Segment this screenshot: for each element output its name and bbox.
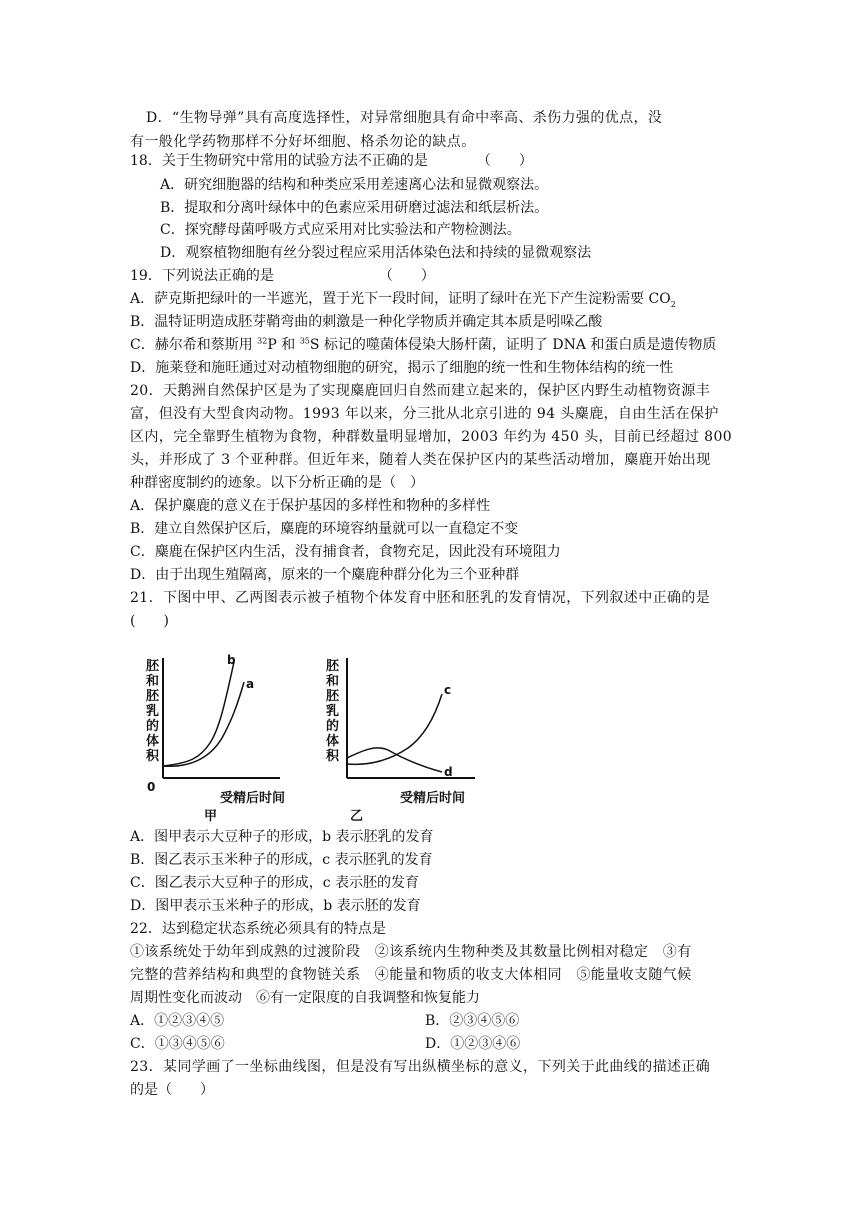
- q21-figure: [140, 648, 500, 828]
- q20-stem-line4: 头，并形成了 3 个亚种群。但近年来，随着人类在保护区内的某些活动增加，麋鹿开始出现: [130, 452, 711, 468]
- curve-b: [163, 662, 234, 766]
- q21-option-b: B．图乙表示玉米种子的形成，c 表示胚乳的发育: [130, 852, 433, 868]
- jia-ylabel: [146, 659, 160, 764]
- yi-ylabel-char: 体: [326, 734, 340, 749]
- q20-option-d: D．由于出现生殖隔离，原来的一个麋鹿种群分化为三个亚种群: [130, 567, 520, 583]
- q18-option-d: D．观察植物细胞有丝分裂过程应采用活体染色法和持续的显微观察法: [160, 245, 592, 261]
- yi-ylabel-char: 胚: [326, 689, 340, 704]
- jia-caption: 甲: [204, 809, 218, 824]
- yi-ylabel-char: 乳: [326, 704, 340, 719]
- yi-ylabel-char: 的: [326, 719, 340, 734]
- q22-items-line1: ①该系统处于幼年到成熟的过渡阶段 ②该系统内生物种类及其数量比例相对稳定 ③有: [130, 944, 692, 960]
- q18-option-c: C．探究酵母菌呼吸方式应采用对比实验法和产物检测法。: [160, 222, 521, 238]
- jia-ylabel-char: 积: [146, 749, 160, 764]
- q20-stem-line1: 20．天鹅洲自然保护区是为了实现麋鹿回归自然而建立起来的，保护区内野生动植物资源丰: [130, 383, 711, 399]
- curve-a: [163, 682, 244, 766]
- jia-ylabel-char: 体: [146, 734, 160, 749]
- jia-ylabel-char: 和: [146, 674, 160, 689]
- q22-option-c: C．①③④⑤⑥: [130, 1036, 225, 1052]
- q20-stem-line5: 种群密度制约的迹象。以下分析正确的是（ ）: [130, 475, 424, 491]
- q20-option-b: B．建立自然保护区后，麋鹿的环境容纳量就可以一直稳定不变: [130, 521, 519, 537]
- q21-option-c: C．图乙表示大豆种子的形成，c 表示胚的发育: [130, 875, 420, 891]
- q18-option-b: B．提取和分离叶绿体中的色素应采用研磨过滤法和纸层析法。: [160, 200, 549, 216]
- q19-option-b: B．温特证明造成胚芽鞘弯曲的刺激是一种化学物质并确定其本质是吲哚乙酸: [130, 314, 603, 330]
- yi-ylabel-char: 和: [326, 674, 340, 689]
- yi-ylabel-char: 积: [326, 749, 340, 764]
- q19-option-c: C．赫尔希和蔡斯用 $^{32}$P 和 $^{35}$S 标记的噬菌体侵染大肠杆菌，证明了 DNA 和蛋白质是遗传物质: [130, 336, 717, 353]
- q22-option-d: D．①②③④⑥: [425, 1036, 521, 1052]
- figure-yi: [326, 658, 475, 824]
- q23-stem-line1: 23．某同学画了一坐标曲线图，但是没有写出纵横坐标的意义，下列关于此曲线的描述正确: [130, 1059, 711, 1075]
- q22-option-a: A．①②③④⑤: [130, 1013, 225, 1029]
- q20-option-c: C．麋鹿在保护区内生活，没有捕食者，食物充足，因此没有环境阻力: [130, 544, 561, 560]
- jia-ylabel-char: 乳: [146, 704, 160, 719]
- q22-items-line2: 完整的营养结构和典型的食物链关系 ④能量和物质的收支大体相同 ⑤能量收支随气候: [130, 967, 692, 983]
- q18-stem: 18．关于生物研究中常用的试验方法不正确的是 （ ）: [130, 153, 533, 169]
- figure-jia: [146, 653, 285, 824]
- q17-option-d-line1: D．“生物导弹”具有高度选择性，对异常细胞具有命中率高、杀伤力强的优点，没: [146, 110, 663, 126]
- q19-stem: 19．下列说法正确的是 （ ）: [130, 268, 435, 284]
- jia-ylabel-char: 胚: [146, 659, 160, 674]
- q22-items-line3: 周期性变化而波动 ⑥有一定限度的自我调整和恢复能力: [130, 990, 480, 1006]
- q19-option-a: A．萨克斯把绿叶的一半遮光，置于光下一段时间，证明了绿叶在光下产生淀粉需要 $CO_2$: [130, 291, 676, 309]
- label-b: b: [227, 653, 236, 667]
- curve-d: [347, 748, 442, 772]
- jia-origin: 0: [147, 780, 156, 794]
- jia-xlabel: 受精后时间: [220, 791, 286, 806]
- jia-ylabel-char: 胚: [146, 689, 160, 704]
- jia-ylabel-char: 的: [146, 719, 160, 734]
- q21-option-a: A．图甲表示大豆种子的形成，b 表示胚乳的发育: [130, 829, 434, 845]
- q21-stem-line1: 21．下图中甲、乙两图表示被子植物个体发育中胚和胚乳的发育情况，下列叙述中正确的是: [130, 590, 711, 606]
- q17-option-d-line2: 有一般化学药物那样不分好坏细胞、格杀勿论的缺点。: [130, 134, 476, 150]
- label-a: a: [246, 677, 255, 691]
- yi-ylabel-char: 胚: [326, 659, 340, 674]
- q21-stem-line2: ( ): [130, 613, 169, 629]
- q20-stem-line2: 富，但没有大型食肉动物。1993 年以来，分三批从北京引进的 94 头麋鹿，自由生活在保护: [130, 406, 719, 422]
- q23-stem-line2: 的是（ ）: [130, 1082, 214, 1098]
- yi-xlabel: 受精后时间: [400, 791, 466, 806]
- label-d: d: [444, 765, 453, 779]
- q21-option-d: D．图甲表示玉米种子的形成，b 表示胚的发育: [130, 898, 421, 914]
- yi-caption: 乙: [350, 809, 364, 824]
- q20-stem-line3: 区内，完全靠野生植物为食物，种群数量明显增加，2003 年约为 450 头，目前已经超过 800: [130, 429, 733, 445]
- q22-stem: 22．达到稳定状态系统必须具有的特点是: [130, 921, 386, 937]
- q20-option-a: A．保护麋鹿的意义在于保护基因的多样性和物种的多样性: [130, 498, 491, 514]
- label-c: c: [444, 683, 452, 697]
- q19-option-d: D．施莱登和施旺通过对动植物细胞的研究，揭示了细胞的统一性和生物体结构的统一性: [130, 360, 674, 376]
- q22-option-b: B．②③④⑤⑥: [425, 1013, 520, 1029]
- q18-option-a: A．研究细胞器的结构和种类应采用差速离心法和显微观察法。: [160, 177, 549, 193]
- yi-ylabel: [326, 659, 340, 764]
